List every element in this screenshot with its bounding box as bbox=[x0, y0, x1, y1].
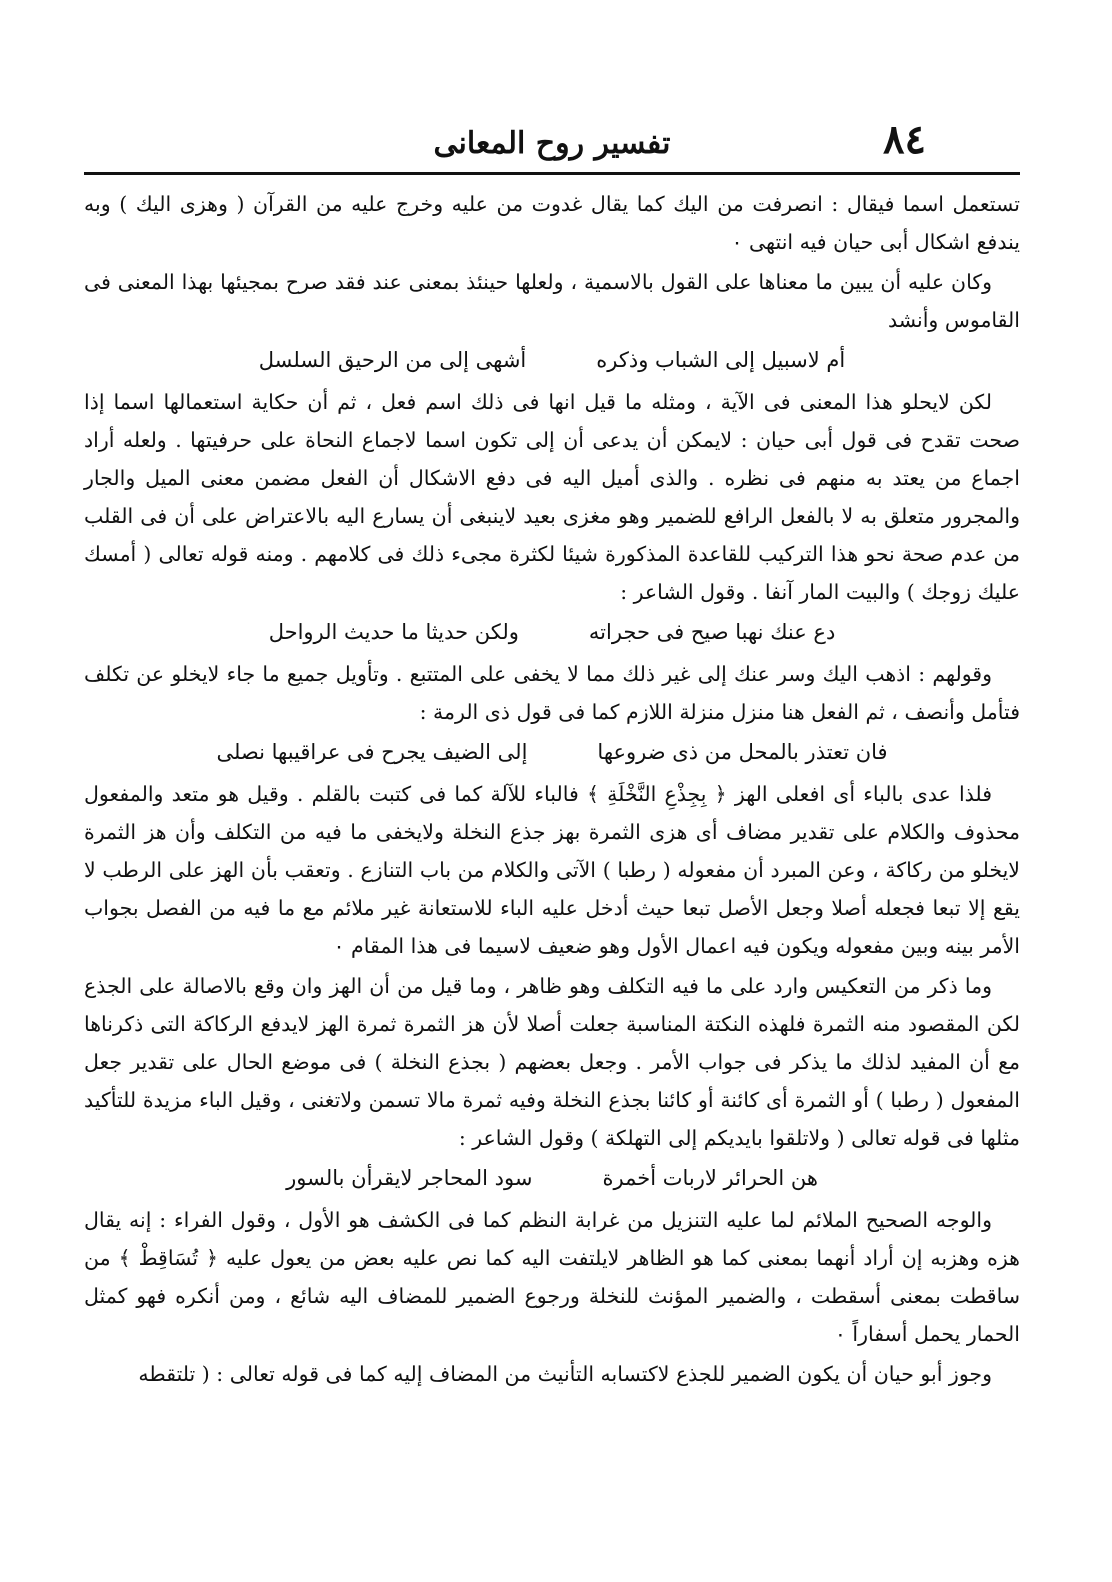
paragraph: تستعمل اسما فيقال : انصرفت من اليك كما يقال غدوت من عليه وخرج عليه من القرآن ( وهزى اليك ) وبه يندفع اشكال أبى حيان فيه انتهى ٠ bbox=[84, 192, 1020, 254]
paragraph: والوجه الصحيح الملائم لما عليه التنزيل من غرابة النظم كما فى الكشف هو الأول ، وقول الفراء : إنه يقال هزه وهزبه إن أراد أنهما بمعنى كما هو الظاهر لايلتفت اليه كما نص عليه بعض من يعول عليه ﴿ تُسَاقِطْ ﴾ من ساقطت بمعنى أسقطت ، والضمير المؤنث للنخلة ورجوع الضمير للمضاف اليه شائع ، ومن أنكره فهو كمثل الحمار يحمل أسفاراً ٠ bbox=[84, 1208, 1020, 1346]
verse-line bbox=[84, 341, 1020, 379]
paragraph: وجوز أبو حيان أن يكون الضمير للجذع لاكتسابه التأنيث من المضاف إليه كما فى قوله تعالى : ( تلتقطه bbox=[138, 1362, 992, 1386]
paragraph: وكان عليه أن يبين ما معناها على القول بالاسمية ، ولعلها حينئذ بمعنى عند فقد صرح بمجيئها بهذا المعنى فى القاموس وأنشد bbox=[84, 270, 1020, 332]
verse-hemistich-first: فان تعتذر بالمحل من ذى ضروعها bbox=[597, 740, 888, 764]
verse-hemistich-second: إلى الضيف يجرح فى عراقيبها نصلى bbox=[216, 740, 528, 764]
verse-line bbox=[84, 733, 1020, 771]
verse-hemistich-second: ولكن حديثا ما حديث الرواحل bbox=[268, 620, 519, 644]
page-header bbox=[84, 112, 1020, 166]
header-rule bbox=[84, 172, 1020, 175]
paragraph: لكن لايحلو هذا المعنى فى الآية ، ومثله ما قيل انها فى ذلك اسم فعل ، ثم أن حكاية استعمالها اسما إذا صحت تقدح فى قول أبى حيان : لايمكن أن يدعى أن إلى تكون اسما لاجماع النحاة على حرفيتها . ولعله أراد اجماع من يعتد به منهم فى نظره . والذى أميل اليه فى دفع الاشكال أن الفعل مضمن معنى الميل والجار والمجرور متعلق به لا بالفعل الرافع للضمير وهو مغزى بعيد لاينبغى أن يسارع اليه بالاعتراض على أن فى القلب من عدم صحة نحو هذا التركيب للقاعدة المذكورة شيئا لكثرة مجىء ذلك فى كلامهم . ومنه قوله تعالى ( أمسك عليك زوجك ) والبيت المار آنفا . وقول الشاعر : bbox=[84, 390, 1020, 604]
verse-hemistich-first: أم لاسبيل إلى الشباب وذكره bbox=[596, 348, 846, 372]
verse-hemistich-first: دع عنك نهبا صيح فى حجراته bbox=[588, 620, 836, 644]
verse-line bbox=[84, 1159, 1020, 1197]
paragraph: وما ذكر من التعكيس وارد على ما فيه التكلف وهو ظاهر ، وما قيل من أن الهز وان وقع بالاصالة على الجذع لكن المقصود منه الثمرة فلهذه النكتة المناسبة جعلت أصلا لأن هز الثمرة ثمرة الهز لايدفع الركاكة التى ذكرناها مع أن المفيد لذلك ما يذكر فى جواب الأمر . وجعل بعضهم ( بجذع النخلة ) فى موضع الحال على تقدير جعل المفعول ( رطبا ) أو الثمرة أى كائنة أو كائنا بجذع النخلة وفيه ثمرة مالا تسمن ولاتغنى ، وقيل الباء مزيدة للتأكيد مثلها فى قوله تعالى ( ولاتلقوا بايديكم إلى التهلكة ) وقول الشاعر : bbox=[84, 974, 1020, 1150]
paragraph: فلذا عدى بالباء أى افعلى الهز ﴿ بِجِذْعِ النَّخْلَةِ ﴾ فالباء للآلة كما فى كتبت بالقلم . وقيل هو متعد والمفعول محذوف والكلام على تقدير مضاف أى هزى الثمرة بهز جذع النخلة ولايخفى ما فيه من التكلف وأن هز الثمرة لايخلو من ركاكة ، وعن المبرد أن مفعوله ( رطبا ) الآتى والكلام من باب التنازع . وتعقب بأن الهز على الرطب لا يقع إلا تبعا فجعله أصلا وجعل الأصل تبعا حيث أدخل عليه الباء للاستعانة غير ملائم مع ما فيه من الفصل بجواب الأمر بينه وبين مفعوله ويكون فيه اعمال الأول وهو ضعيف لاسيما فى هذا المقام ٠ bbox=[84, 782, 1020, 958]
paragraph: وقولهم : اذهب اليك وسر عنك إلى غير ذلك مما لا يخفى على المتتبع . وتأويل جميع ما جاء لايخلو عن تكلف فتأمل وأنصف ، ثم الفعل هنا منزل منزلة اللازم كما فى قول ذى الرمة : bbox=[84, 662, 1020, 724]
verse-hemistich-second: أشهى إلى من الرحيق السلسل bbox=[258, 348, 527, 372]
verse-hemistich-second: سود المحاجر لايقرأن بالسور bbox=[286, 1166, 533, 1190]
verse-hemistich-first: هن الحرائر لاربات أخمرة bbox=[602, 1166, 818, 1190]
running-title: تفسير روح المعانى bbox=[433, 126, 671, 161]
page-body bbox=[84, 185, 1020, 1393]
verse-line bbox=[84, 613, 1020, 651]
page-number: ٨٤ bbox=[883, 116, 926, 163]
